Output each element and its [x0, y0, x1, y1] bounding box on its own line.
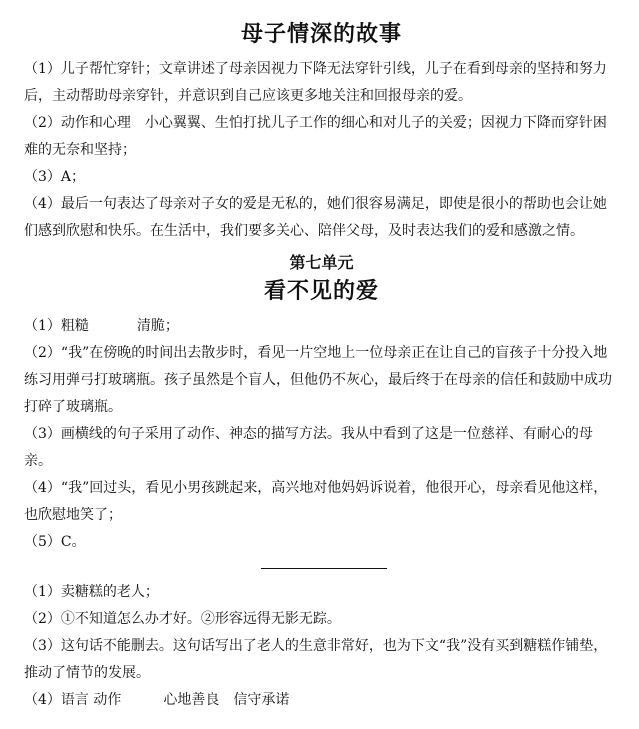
answer-paragraph: （3）画横线的句子采用了动作、神态的描写方法。我从中看到了这是一位慈祥、有耐心的母亲。	[24, 426, 593, 469]
answer-paragraph-cut	[24, 687, 619, 708]
answer-part: （1）粗糙	[24, 318, 89, 334]
section-divider	[261, 568, 387, 569]
answer-paragraph: （5）C。	[24, 534, 86, 550]
answer-paragraph: （2）“我”在傍晚的时间出去散步时，看见一片空地上一位母亲正在让自己的盲孩子十分投入地练习用弹弓打玻璃瓶。孩子虽然是个盲人，但他仍不灰心，最后终于在母亲的信任和鼓励中成功打碎了玻璃瓶。	[24, 345, 612, 415]
answer-paragraph: （3）A；	[24, 169, 86, 185]
story-title: 看不见的爱	[263, 279, 379, 304]
answer-paragraph: （2）①不知道怎么办才好。②形容远得无影无踪。	[24, 611, 341, 627]
answer-paragraph: （4）最后一句表达了母亲对子女的爱是无私的，她们很容易满足，即使是很小的帮助也会让她们感到欣慰和快乐。在生活中，我们要多关心、陪伴父母，及时表达我们的爱和感激之情。	[24, 196, 607, 239]
answer-paragraph: （3）这句话不能删去。这句话写出了老人的生意非常好，也为下文“我”没有买到糖糕作铺垫，推动了情节的发展。	[24, 638, 608, 681]
answer-paragraph: （1）儿子帮忙穿针；文章讲述了母亲因视力下降无法穿针引线，儿子在看到母亲的坚持和努力后，主动帮助母亲穿针，并意识到自己应该更多地关注和回报母亲的爱。	[24, 61, 607, 104]
answer-paragraph: （1）卖糖糕的老人；	[24, 584, 159, 600]
answer-paragraph	[24, 313, 619, 340]
answer-part: （4）语言 动作 心地善良 信守承诺	[24, 692, 290, 708]
unit-heading: 第七单元	[289, 253, 354, 272]
answer-part: 清脆；	[136, 318, 179, 334]
story-title: 母子情深的故事	[240, 22, 402, 47]
answer-paragraph: （2）动作和心理 小心翼翼、生怕打扰儿子工作的细心和对儿子的关爱；因视力下降而穿针困难的无奈和坚持；	[24, 115, 607, 158]
answer-paragraph: （4）“我”回过头，看见小男孩跳起来，高兴地对他妈妈诉说着，他很开心，母亲看见他这样，也欣慰地笑了；	[24, 480, 608, 523]
